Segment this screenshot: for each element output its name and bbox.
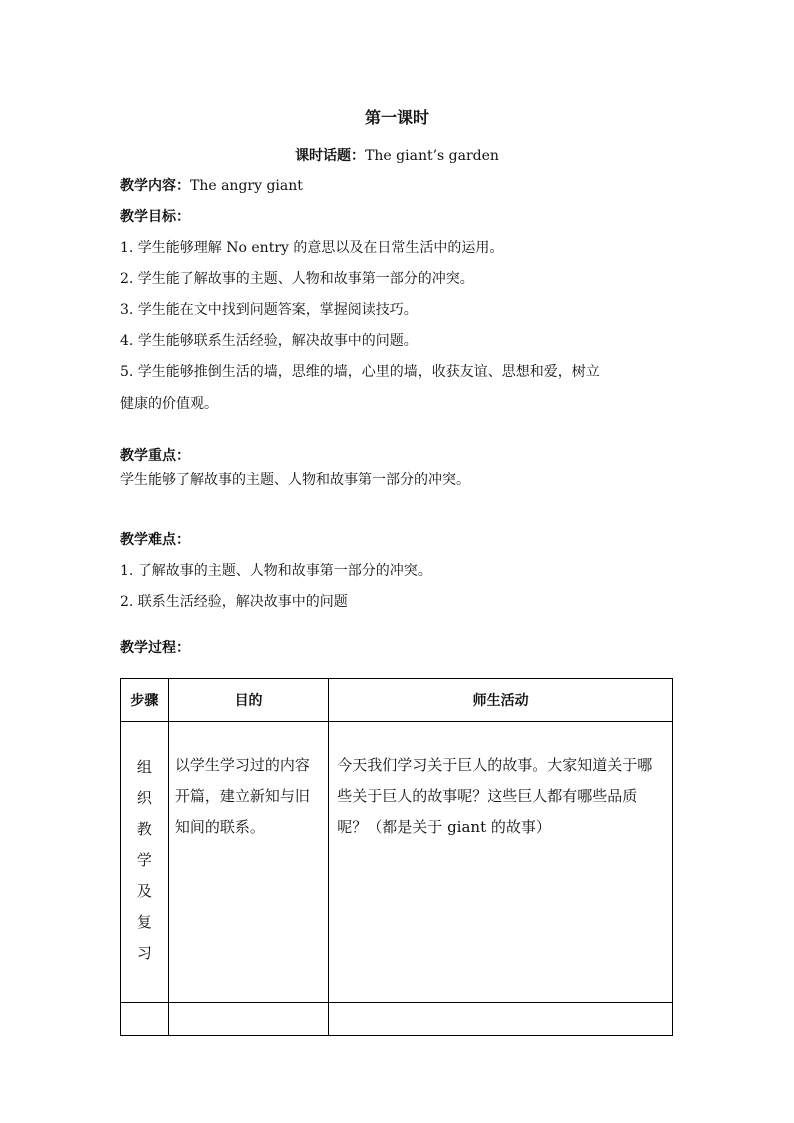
difficulty-item: 1. 了解故事的主题、人物和故事第一部分的冲突。: [120, 563, 432, 579]
empty-cell: [121, 1003, 169, 1036]
header-activity: 师生活动: [329, 679, 673, 722]
content-value: The angry giant: [190, 178, 303, 194]
activity-cell: 今天我们学习关于巨人的故事。大家知道关于哪些关于巨人的故事呢？这些巨人都有哪些品质呢？（都是关于 giant 的故事）: [329, 722, 673, 1003]
objective-item: 1. 学生能够理解 No entry 的意思以及在日常生活中的运用。: [120, 240, 504, 256]
objective-item: 4. 学生能够联系生活经验，解决故事中的问题。: [120, 333, 418, 349]
difficulties-label: 教学难点：: [120, 532, 190, 548]
header-purpose: 目的: [168, 679, 328, 722]
content-label: 教学内容：: [120, 178, 190, 194]
objective-item: 3. 学生能在文中找到问题答案，掌握阅读技巧。: [120, 302, 418, 318]
empty-cell: [168, 1003, 328, 1036]
objective-item: 健康的价值观。: [120, 396, 218, 412]
table-header-row: [121, 679, 673, 722]
step-char: 复: [136, 913, 152, 931]
table-row: [121, 722, 673, 1003]
objectives-label: 教学目标：: [120, 209, 190, 225]
process-label: 教学过程：: [120, 640, 190, 656]
step-char: 习: [136, 944, 152, 962]
objective-item: 5. 学生能够推倒生活的墙，思维的墙，心里的墙，收获友谊、思想和爱，树立: [120, 364, 600, 380]
empty-cell: [329, 1003, 673, 1036]
topic-value: The giant’s garden: [365, 148, 499, 164]
topic-label: 课时话题：: [295, 148, 366, 164]
purpose-cell: 以学生学习过的内容开篇，建立新知与旧知间的联系。: [168, 722, 328, 1003]
step-char: 组: [136, 758, 152, 776]
lesson-title: 第一课时: [364, 108, 429, 127]
key-points-label: 教学重点：: [120, 448, 190, 464]
teaching-content: [120, 176, 680, 196]
step-char: 及: [136, 882, 152, 900]
header-step: 步骤: [121, 679, 169, 722]
lesson-topic: [0, 145, 794, 165]
key-points-text: 学生能够了解故事的主题、人物和故事第一部分的冲突。: [120, 472, 470, 488]
difficulty-item: 2. 联系生活经验，解决故事中的问题: [120, 594, 348, 610]
step-cell: [121, 722, 169, 1003]
objective-item: 2. 学生能了解故事的主题、人物和故事第一部分的冲突。: [120, 271, 474, 287]
table-row-empty: [121, 1003, 673, 1036]
step-char: 教: [136, 820, 152, 838]
step-char: 学: [136, 851, 152, 869]
step-char: 织: [136, 789, 152, 807]
process-table: [120, 678, 673, 1036]
